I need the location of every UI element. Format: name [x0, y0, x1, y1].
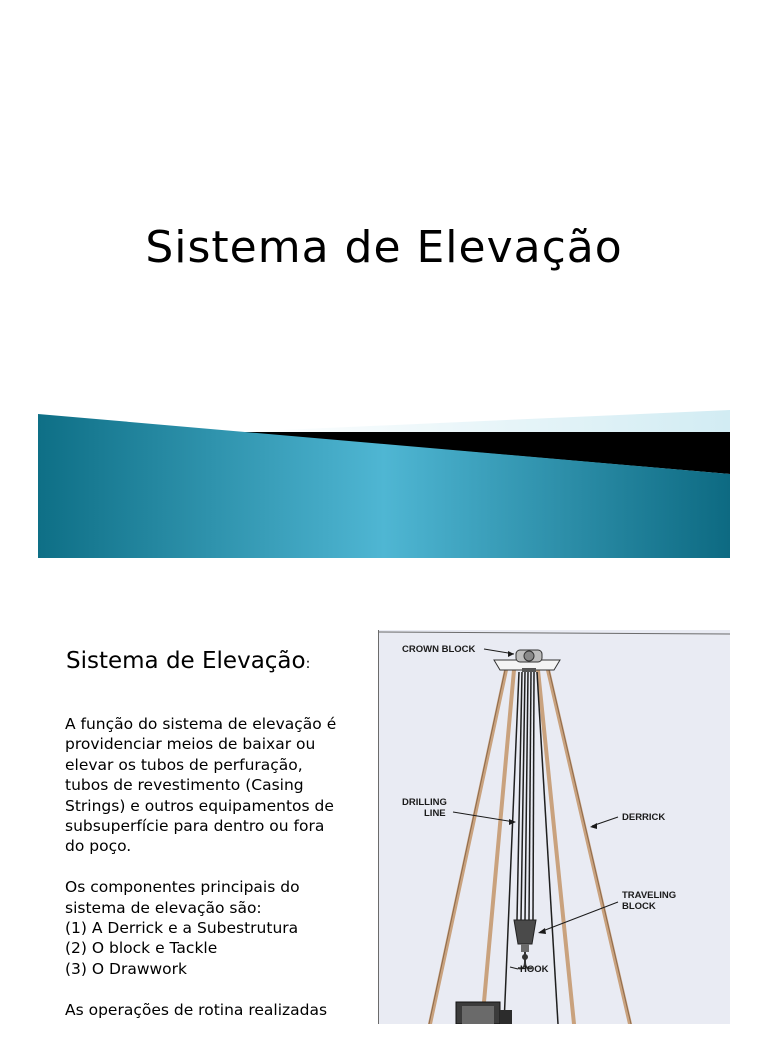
- label-derrick: DERRICK: [622, 812, 666, 823]
- label-traveling-block-2: BLOCK: [622, 901, 656, 912]
- paragraph-function: [65, 714, 365, 857]
- text-line: do poço.: [65, 837, 132, 856]
- paragraph-components: [65, 877, 365, 979]
- list-item: (1) A Derrick e a Subestrutura: [65, 919, 299, 938]
- derrick-diagram: [378, 630, 730, 1024]
- text-line: tubos de revestimento (Casing: [65, 776, 304, 795]
- text-line: subsuperfície para dentro ou fora: [65, 817, 325, 836]
- text-line: Strings) e outros equipamentos de: [65, 796, 334, 815]
- subtitle-text: Sistema de Elevação: [66, 648, 306, 674]
- label-crown-block: CROWN BLOCK: [402, 644, 476, 655]
- text-line: As operações de rotina realizadas: [65, 1000, 328, 1019]
- label-hook: HOOK: [520, 964, 549, 975]
- content-subtitle: [66, 648, 310, 674]
- body-text: [65, 714, 365, 1040]
- paragraph-operations: [65, 1000, 365, 1020]
- decorative-banner: [38, 410, 730, 558]
- list-item: (3) O Drawwork: [65, 959, 188, 978]
- label-traveling-block-1: TRAVELING: [622, 890, 677, 901]
- text-line: providenciar meios de baixar ou: [65, 735, 316, 754]
- text-line: A função do sistema de elevação é: [65, 715, 337, 733]
- subtitle-colon: :: [305, 656, 311, 672]
- text-line: elevar os tubos de perfuração,: [65, 755, 303, 774]
- text-line: Os componentes principais do: [65, 878, 300, 897]
- list-item: (2) O block e Tackle: [65, 939, 218, 958]
- text-line: sistema de elevação são:: [65, 898, 262, 917]
- banner-pale-stripe: [238, 410, 730, 432]
- content-slide: [0, 600, 768, 1024]
- label-drilling-line-2: LINE: [424, 808, 446, 819]
- slide-title: Sistema de Elevação: [145, 222, 623, 273]
- label-drilling-line-1: DRILLING: [402, 797, 447, 808]
